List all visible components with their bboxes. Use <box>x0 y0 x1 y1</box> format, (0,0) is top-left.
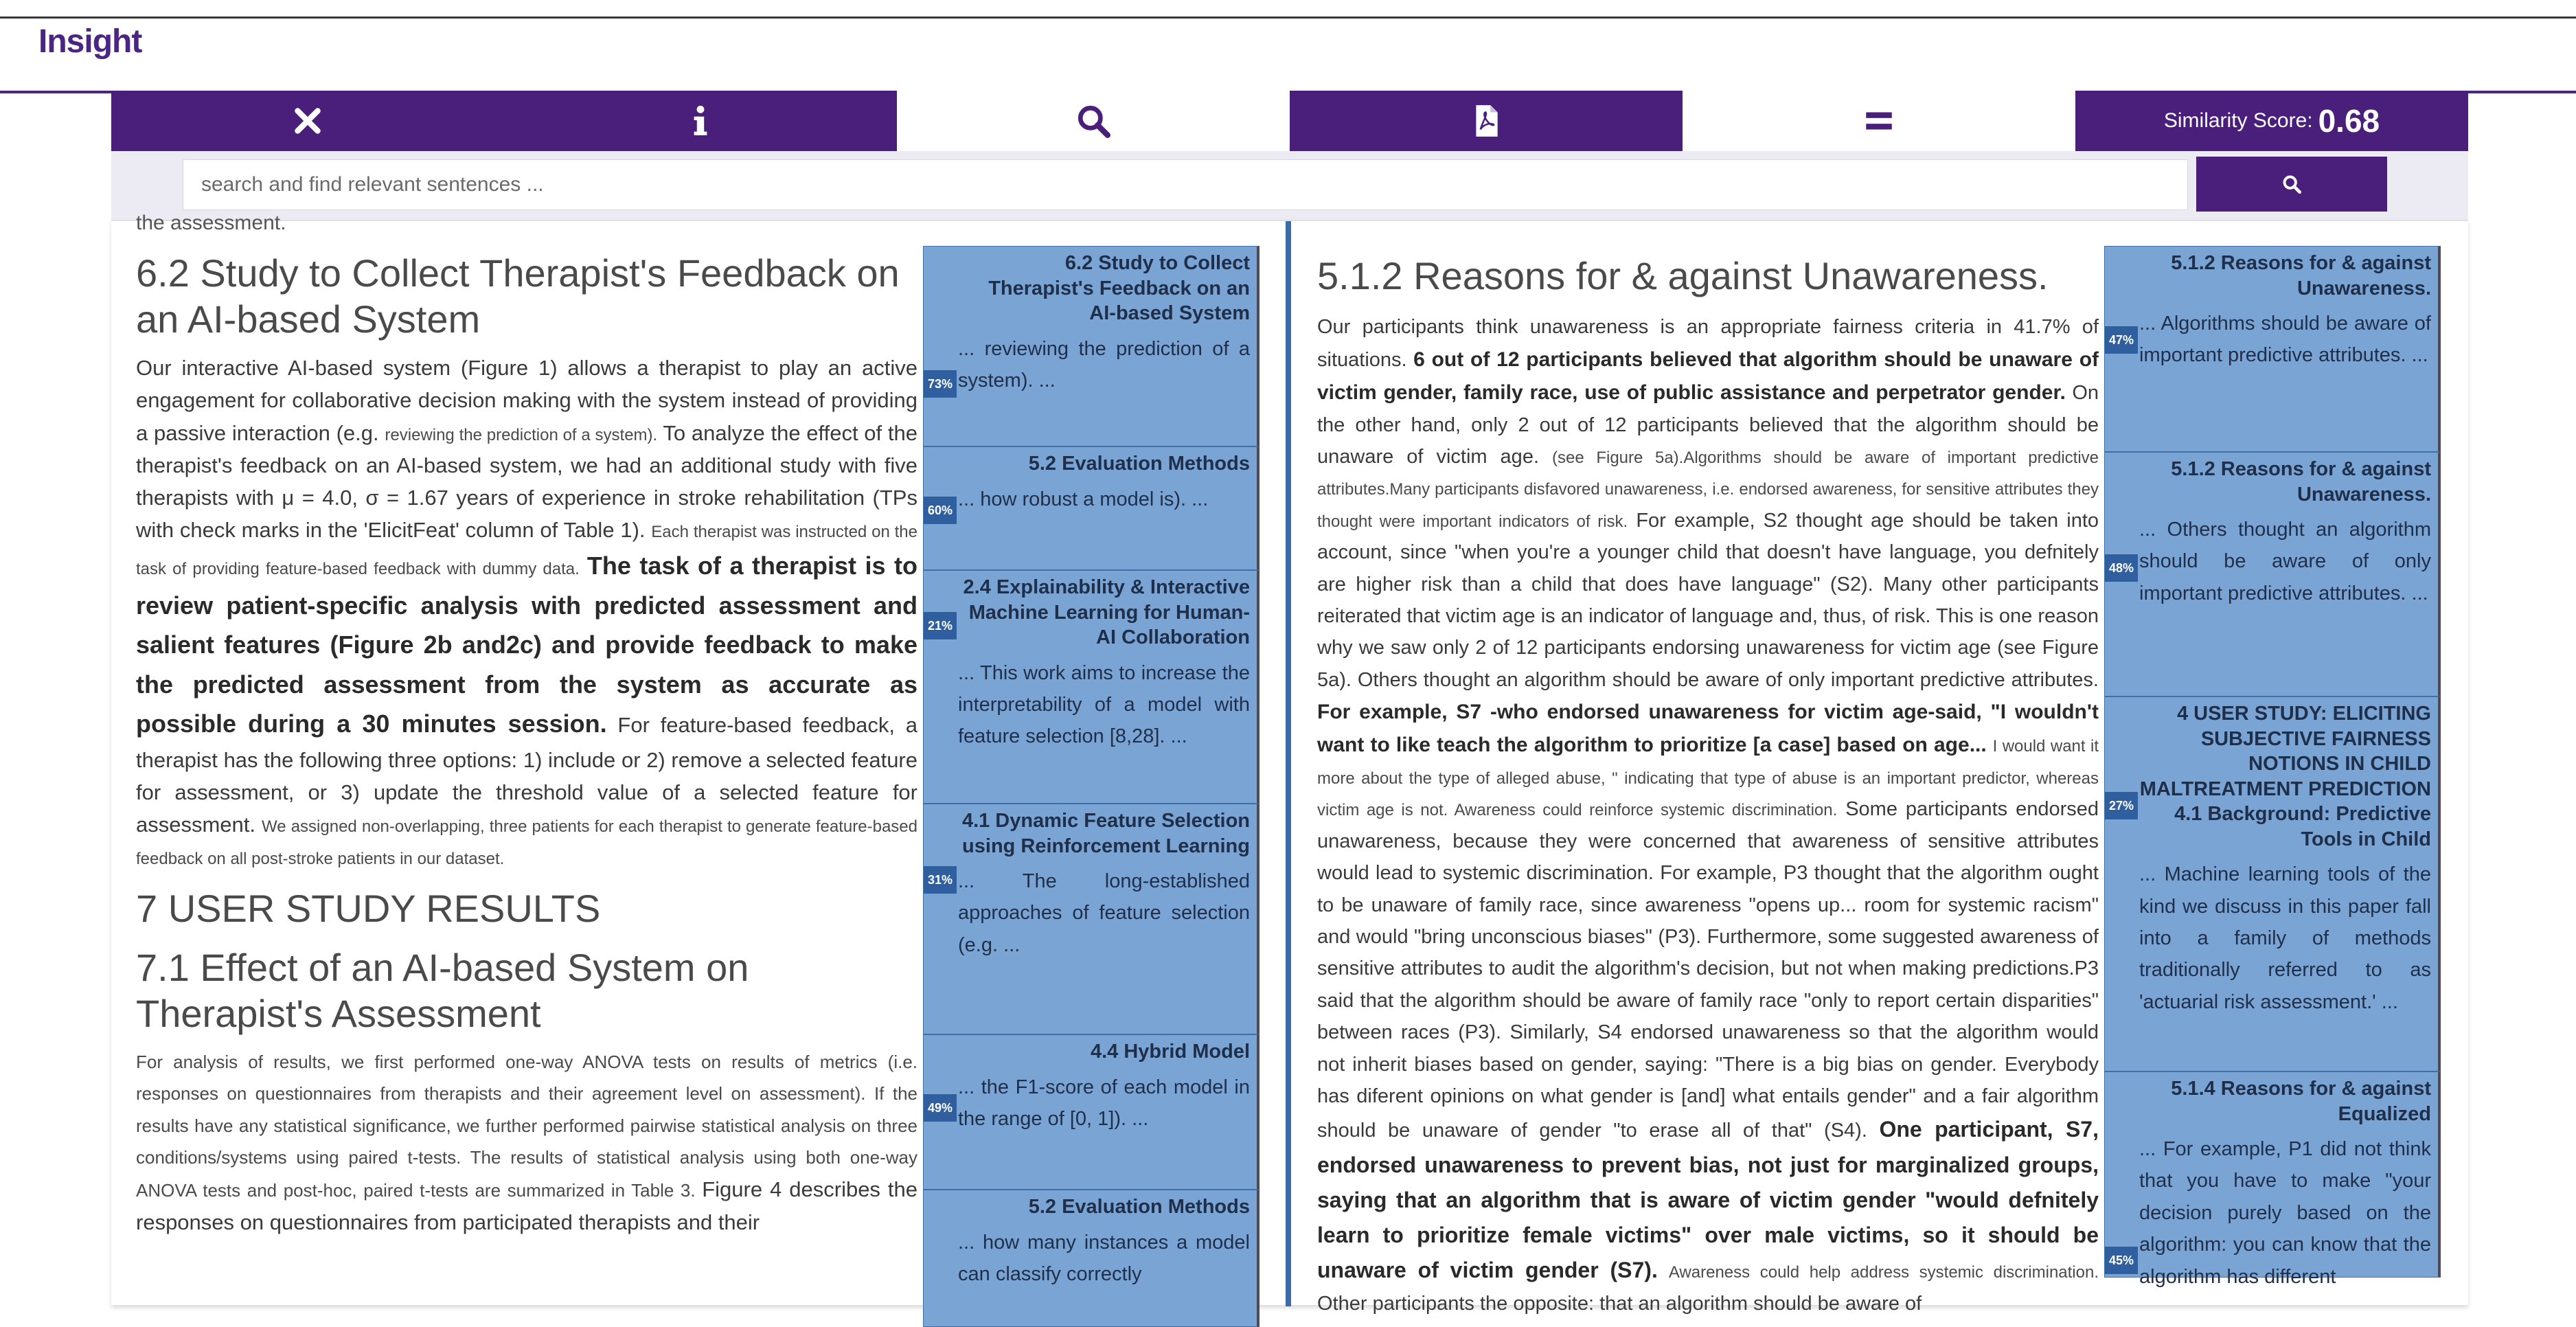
match-snippet: ... Algorithms should be aware of important predictive attributes. ... <box>2139 313 2431 367</box>
match-title: 5.1.2 Reasons for & against Unawareness. <box>2171 252 2431 299</box>
search-row <box>111 151 2468 220</box>
text-segment: To analyze the effect of the therapist's feedback on an AI-based system, we had an additional study with five therapists with μ = 4.0, σ = 1.67 years of experience in stroke rehabilitation (TPs with check marks in the 'ElicitFeat' column of Table 1). <box>136 420 917 542</box>
similarity-label: Similarity Score: <box>2163 109 2313 132</box>
text-segment-small: For analysis of results, we first performed one-way ANOVA tests on results of metrics (i.e. responses on questionnaires from therapists and their agreement level on assessment). If the results have any statistical significance, we further performed pairwise statistical analysis on three conditions/systems using paired t-tests. The results of statistical analysis using both one-way ANOVA tests and post-hoc, paired t-tests are summarized in Table 3. <box>136 1052 917 1201</box>
match-card[interactable] <box>2104 1071 2441 1288</box>
match-title: 5.1.2 Reasons for & against Unawareness. <box>2171 458 2431 506</box>
left-document[interactable] <box>136 212 1029 1279</box>
match-score-badge: 73% <box>924 370 957 398</box>
match-snippet: ... reviewing the prediction of a system). ... <box>958 337 1250 392</box>
match-snippet: ... how robust a model is). ... <box>958 488 1209 510</box>
match-score-badge: 31% <box>924 866 957 894</box>
similarity-score <box>2075 91 2468 151</box>
match-title: 4 USER STUDY: ELICITING SUBJECTIVE FAIRNESS NOTIONS IN CHILD MALTREATMENT PREDICTION 4.1 Background: Predictive Tools in Child <box>2139 703 2431 850</box>
match-score-badge: 48% <box>2105 554 2138 582</box>
match-card[interactable] <box>923 804 1259 1034</box>
text-segment-small: Awareness could help address systemic discrimination. <box>1668 1263 2099 1282</box>
similarity-value: 0.68 <box>2318 103 2380 139</box>
menu-button[interactable] <box>1683 91 2075 151</box>
heading-5-1-2: 5.1.2 Reasons for & against Unawareness. <box>1317 254 2049 297</box>
insight-logo[interactable] <box>38 23 141 60</box>
match-score-badge: 21% <box>924 612 957 639</box>
left-match-list[interactable] <box>923 246 1259 1285</box>
match-score-badge: 27% <box>2105 792 2138 819</box>
cut-line: the assessment. <box>136 212 286 234</box>
search-icon <box>1076 104 1110 138</box>
pdf-icon <box>1469 104 1503 138</box>
match-score-badge: 60% <box>924 497 957 524</box>
paragraph-6-2 <box>136 352 917 873</box>
info-button[interactable] <box>504 91 897 151</box>
match-card[interactable] <box>923 246 1259 446</box>
pane-divider[interactable] <box>1286 221 1291 1306</box>
comparison-area <box>111 212 2468 1315</box>
text-segment: For example, S2 thought age should be taken into account, since "when you're a younger child that doesn't have language, you defnitely are higher risk than a child that does have language" (S2). Many other participants reiterated that victim age is an indicator of language and, thus, of risk. This is one reason why we saw only 2 of 12 participants endorsing unawareness for victim age (see Figure 5a). Others thought an algorithm should be aware of only important predictive attributes. <box>1317 509 2099 691</box>
heading-6-2: 6.2 Study to Collect Therapist's Feedback on an AI-based System <box>136 251 900 341</box>
match-snippet: ... This work aims to increase the interpretability of a model with feature selection [8,28]. ... <box>958 661 1250 748</box>
match-title: 4.4 Hybrid Model <box>1090 1041 1250 1063</box>
search-input[interactable] <box>183 159 2188 210</box>
match-score-badge: 49% <box>924 1094 957 1122</box>
match-card[interactable] <box>923 1190 1259 1327</box>
match-title: 5.1.4 Reasons for & against Equalized <box>2171 1078 2431 1125</box>
text-segment: On the other hand, only 2 out of 12 participants believed that the algorithm should be unaware of victim age. <box>1317 381 2099 468</box>
match-score-badge: 47% <box>2105 326 2138 354</box>
paragraph-7-1 <box>136 1046 917 1240</box>
highlighted-sentence[interactable]: For example, S7 -who endorsed unawareness for victim age-said, "I wouldn't want to like teach the algorithm to prioritize [a case] based on age... <box>1317 701 2099 757</box>
text-segment-small: Each therapist was instructed on the task of providing feature-based feedback with dummy data. <box>136 522 917 579</box>
text-segment-small: reviewing the prediction of a system). <box>385 425 658 444</box>
search-submit-button[interactable] <box>2196 157 2387 212</box>
text-segment: Our participants think unawareness is an appropriate fairness criteria in 41.7% of situations. <box>1317 316 2099 371</box>
text-segment: Figure 4 describes the responses on questionnaires from participated therapists and their <box>136 1177 918 1235</box>
match-title: 5.2 Evaluation Methods <box>1028 453 1250 475</box>
brand-bar <box>0 16 2576 93</box>
equals-icon <box>1862 104 1896 138</box>
match-title: 2.4 Explainability & Interactive Machine Learning for Human-AI Collaboration <box>963 576 1250 649</box>
match-score-badge: 45% <box>2105 1247 2138 1274</box>
text-segment: For feature-based feedback, a therapist has the following three options: 1) include or 2) remove a selected feature for assessment, or 3) update the threshold value of a selected feature for assessment. <box>136 713 917 837</box>
text-segment-small: I would want it more about the type of alleged abuse, " indicating that type of abuse is an important predictor, whereas victim age is not. Awareness could reinforce systemic discrimination. <box>1317 737 2099 820</box>
search-toggle-button[interactable] <box>897 91 1290 151</box>
info-icon <box>683 104 718 138</box>
logo-text: Insight <box>38 23 142 60</box>
match-snippet: ... the F1-score of each model in the range of [0, 1]). ... <box>958 1076 1250 1130</box>
text-segment: Other participants the opposite: that an algorithm should be aware of <box>1317 1293 1922 1315</box>
match-card[interactable] <box>923 446 1259 570</box>
close-button[interactable] <box>111 91 504 151</box>
match-snippet: ... Machine learning tools of the kind we discuss in this paper fall into a family of methods traditionally referred to as 'actuarial risk assessment.' ... <box>2139 863 2431 1013</box>
highlighted-sentence[interactable]: 6 out of 12 participants believed that algorithm should be unaware of victim gender, family race, use of public assistance and perpetrator gender. <box>1317 348 2099 404</box>
match-title: 6.2 Study to Collect Therapist's Feedback on an AI-based System <box>988 252 1250 325</box>
text-segment: Our interactive AI-based system (Figure 1) allows a therapist to play an active engagement for collaborative decision making with the system instead of providing a passive interaction (e.g. <box>136 356 917 445</box>
highlighted-sentence[interactable]: One participant, S7, endorsed unawareness to prevent bias, not just for marginalized groups, saying that an algorithm that is aware of victim gender "would defnitely learn to prioritize female victims" over male victims, so it should be unaware of victim gender (S7). <box>1317 1117 2099 1283</box>
match-snippet: ... Others thought an algorithm should be aware of only important predictive attributes. ... <box>2139 519 2431 604</box>
match-card[interactable] <box>923 1034 1259 1190</box>
match-snippet: ... how many instances a model can classify correctly <box>958 1231 1250 1285</box>
heading-7: 7 USER STUDY RESULTS <box>136 887 601 931</box>
search-icon <box>2282 174 2301 194</box>
right-match-list[interactable] <box>2104 246 2441 1288</box>
heading-7-1: 7.1 Effect of an AI-based System on Therapist's Assessment <box>136 945 749 1035</box>
text-segment: Some participants endorsed unawareness, because they were concerned that awareness of sensitive attributes would lead to systemic discrimination. For example, P3 thought that the algorithm ought to be unaware of family race, since awareness "opens up... room for systemic racism" and would "bring unconscious biases" (P3). Furthermore, some suggested awareness of sensitive attributes to audit the algorithm's decision, but not when making predictions.P3 said that the algorithm should be aware of family race "only to report certain disparities" between races (P3). Similarly, S4 endorsed unawareness so that the algorithm would not inherit biases based on gender, saying: "There is a big bias on gender. Everybody has diferent opinions on what gender is [and] what entails gender" and a fair algorithm should be unaware of gender "to erase all of that" (S4). <box>1317 798 2099 1142</box>
close-icon <box>290 104 325 138</box>
pdf-button[interactable] <box>1290 91 1683 151</box>
match-title: 4.1 Dynamic Feature Selection using Reinforcement Learning <box>961 810 1250 857</box>
highlighted-sentence[interactable]: The task of a therapist is to review patient-specific analysis with predicted assessment and salient features (Figure 2b and2c) and provide feedback to make the predicted assessment from the system as accurate as possible during a 30 minutes session. <box>136 552 917 738</box>
match-card[interactable] <box>2104 246 2441 452</box>
match-card[interactable] <box>2104 696 2441 1071</box>
match-card[interactable] <box>923 570 1259 804</box>
paragraph-5-1-2 <box>1317 311 2099 1320</box>
text-segment-small: (see Figure 5a).Algorithms should be aware of important predictive attributes.Many participants disfavored unawareness, i.e. endorsed awareness, for sensitive attributes they thought were important indicators of risk. <box>1317 448 2099 531</box>
match-snippet: ... The long-established approaches of feature selection (e.g. ... <box>958 870 1250 956</box>
text-segment-small: We assigned non-overlapping, three patients for each therapist to generate feature-based feedback on all post-stroke patients in our dataset. <box>136 817 917 869</box>
match-card[interactable] <box>2104 452 2441 696</box>
toolbar <box>111 91 2468 151</box>
right-document[interactable] <box>1317 221 2210 1315</box>
match-snippet: ... For example, P1 did not think that you have to make "your decision purely based on the algorithm: you can know that the algorithm has different <box>2139 1138 2431 1288</box>
match-title: 5.2 Evaluation Methods <box>1028 1196 1250 1218</box>
